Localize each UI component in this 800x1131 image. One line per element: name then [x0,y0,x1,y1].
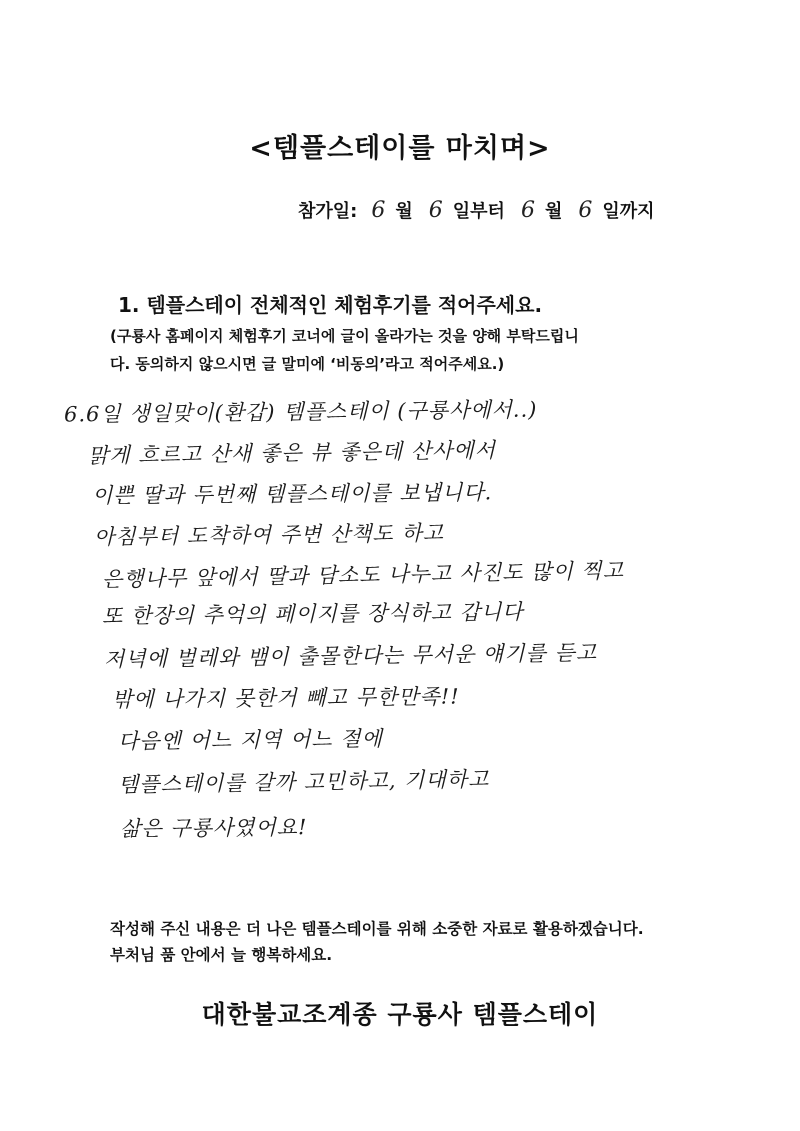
organization-name: 대한불교조계종 구룡사 템플스테이 [201,1000,599,1029]
review-line: 은행나무 앞에서 딸과 담소도 나누고 사진도 많이 찍고 [101,558,625,592]
start-month-unit: 월 [395,201,413,222]
question-1: 1. 템플스테이 전체적인 체험후기를 적어주세요. [118,293,543,317]
start-month-value: 6 [371,198,386,223]
thanks-note [110,916,644,968]
review-line: 밖에 나가지 못한거 빼고 무한만족!! [111,684,460,712]
start-day-value: 6 [428,198,443,223]
review-line: 맑게 흐르고 산새 좋은 뷰 좋은데 산사에서 [87,438,497,468]
from-label: 일부터 [452,201,505,222]
review-line: 저녁에 벌레와 뱀이 출몰한다는 무서운 얘기를 듣고 [103,640,598,672]
review-line: 또 한장의 추억의 페이지를 장식하고 갑니다 [101,599,524,629]
period-label: 참가일: [298,201,358,222]
thanks-line: 부처님 품 안에서 늘 행복하세요. [110,946,333,964]
end-day-value: 6 [578,198,593,223]
thanks-line: 작성해 주신 내용은 더 나은 템플스테이를 위해 소중한 자료로 활용하겠습니다. [110,920,644,938]
end-month-value: 6 [520,198,535,223]
end-month-unit: 월 [544,201,563,222]
to-label: 일까지 [602,201,655,222]
review-line: 템플스테이를 갈까 고민하고, 기대하고 [117,767,490,797]
review-line: 삶은 구룡사였어요! [119,815,308,841]
review-line: 6.6일 생일맞이(환갑) 템플스테이 (구룡사에서..) [63,397,538,427]
consent-note-line: 다. 동의하지 않으시면 글 말미에 ‘비동의’라고 적어주세요.) [110,355,505,373]
form-title: <템플스테이를 마치며> [249,133,551,164]
review-line: 이쁜 딸과 두번째 템플스테이를 보냅니다. [91,480,493,508]
consent-note-line: (구룡사 홈페이지 체험후기 코너에 글이 올라가는 것을 양해 부탁드립니 [110,327,579,345]
review-line: 다음엔 어느 지역 어느 절에 [117,726,383,754]
review-line: 아침부터 도착하여 주변 산책도 하고 [93,520,445,550]
